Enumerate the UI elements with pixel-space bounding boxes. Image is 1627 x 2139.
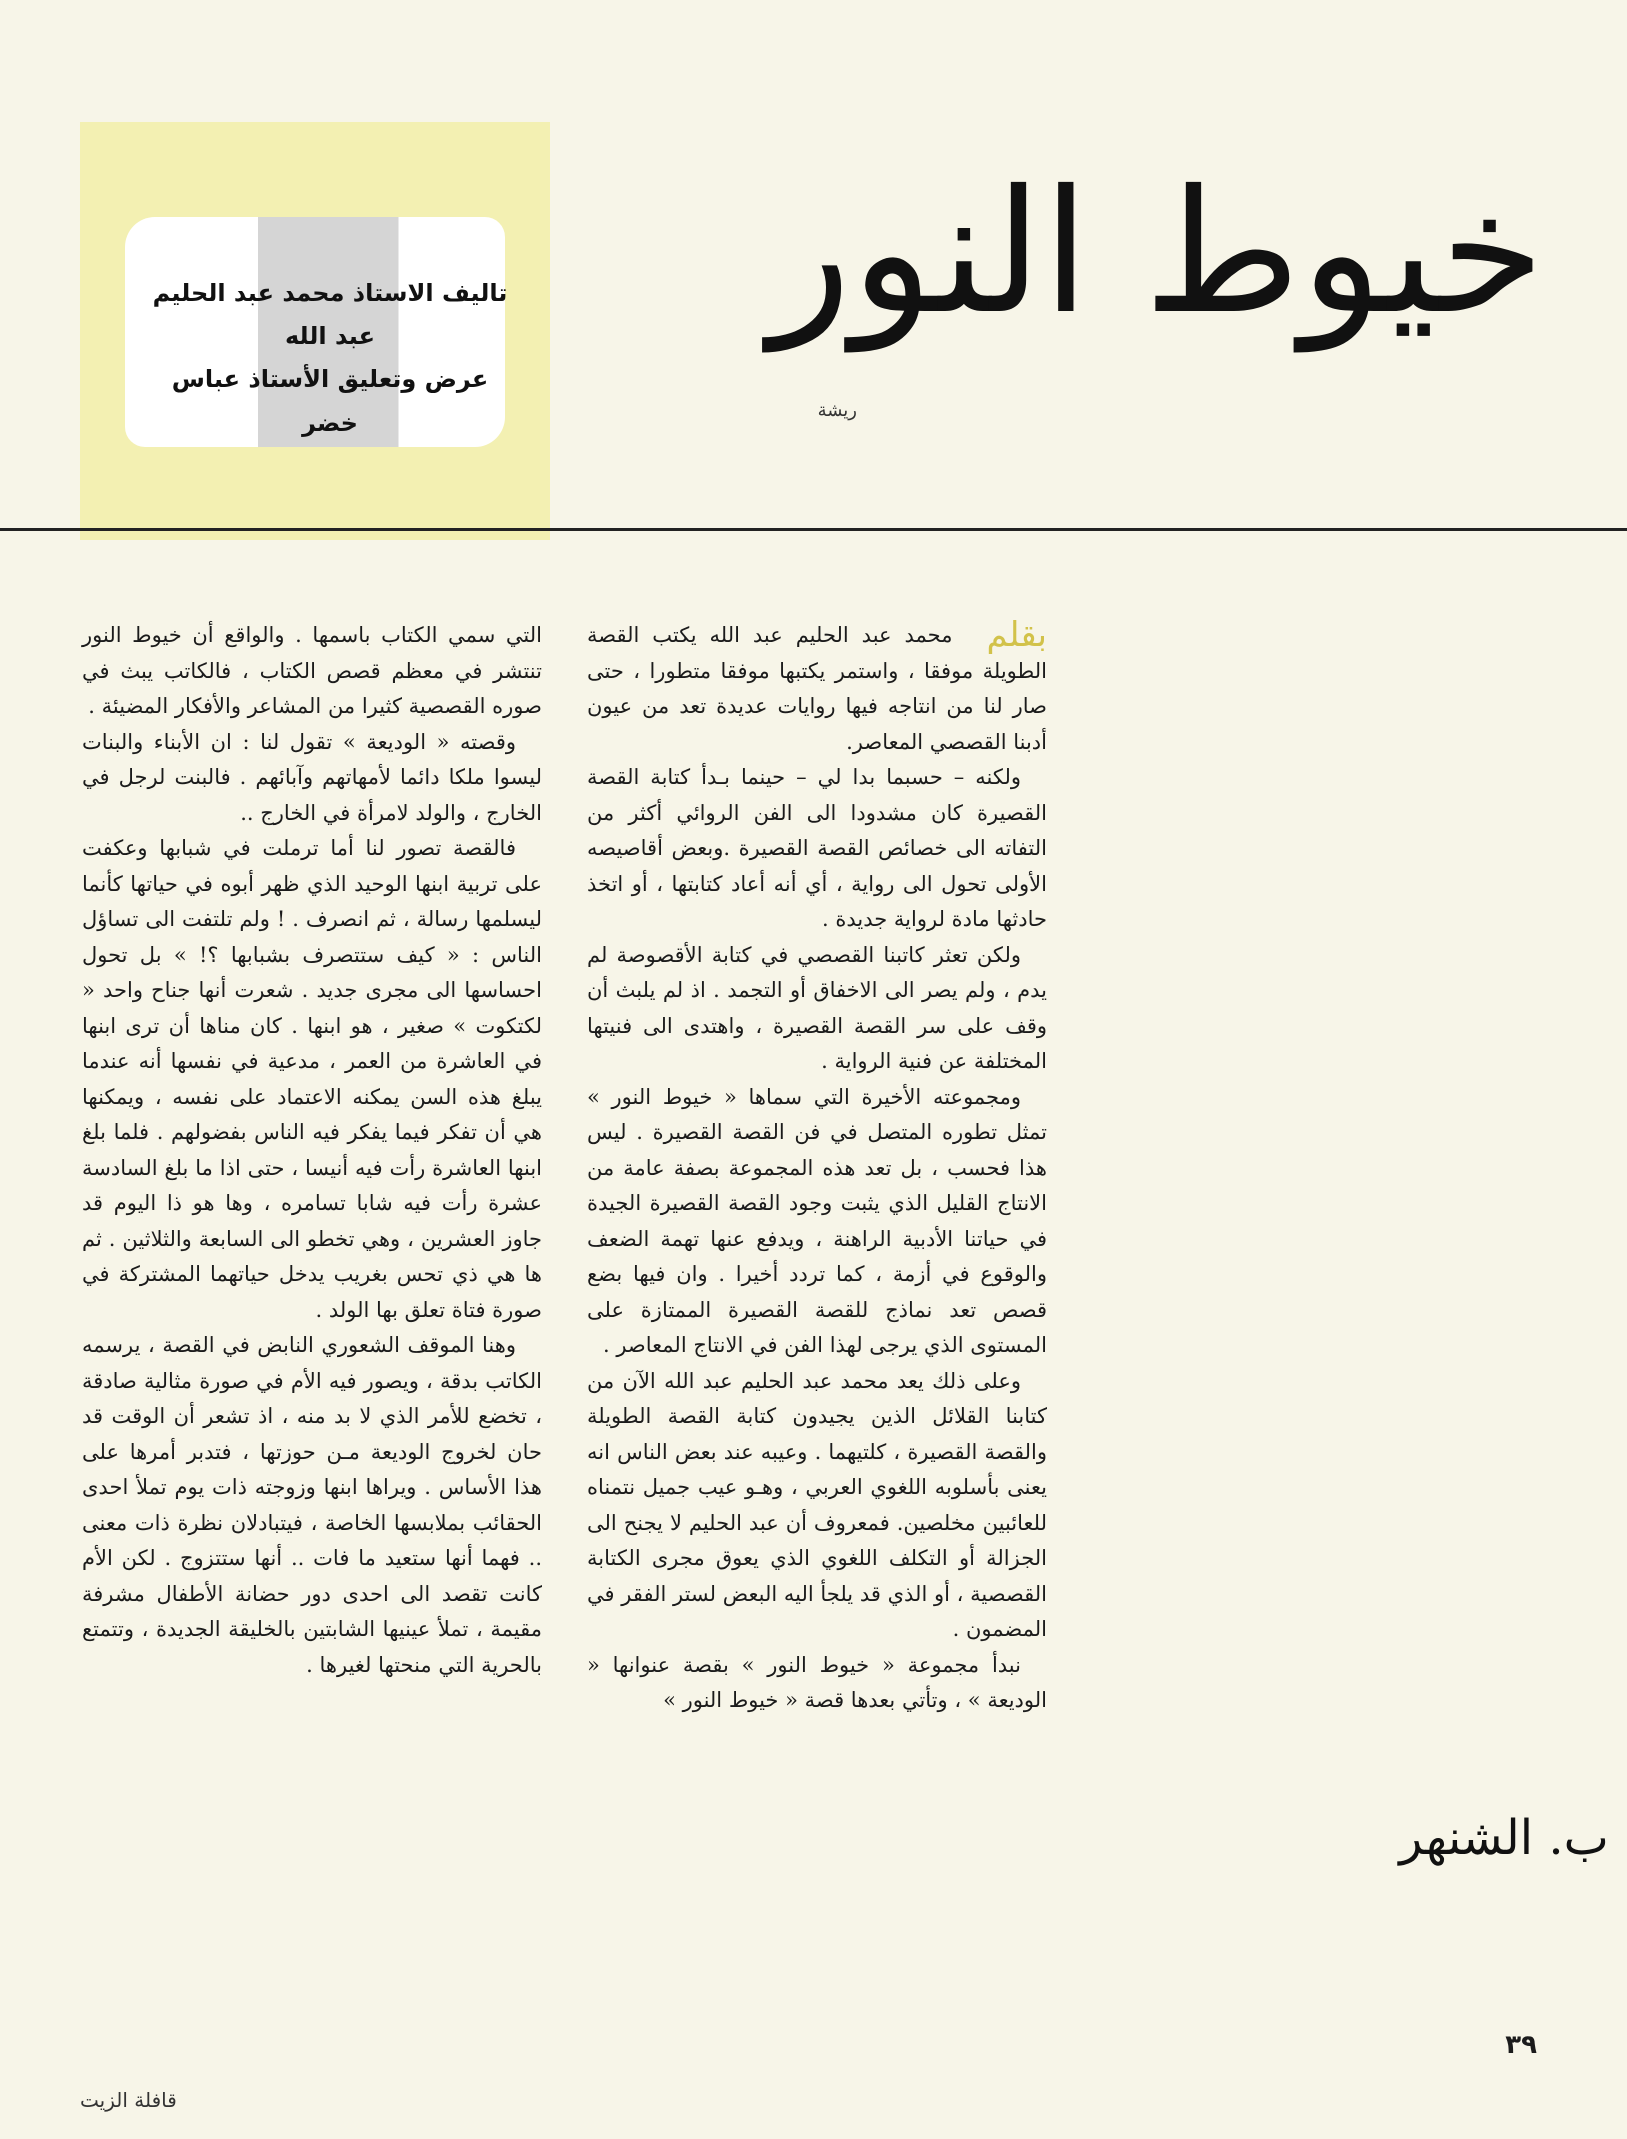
paragraph: ولكن تعثر كاتبنا القصصي في كتابة الأقصوصة لم يدم ، ولم يصر الى الاخفاق أو التجمد . اذ لم يلبث أن وقف على سر القصة القصيرة ، واهتدى الى فنيتها المختلفة عن فنية الرواية . [587, 942, 1047, 1073]
text-column-right [587, 615, 1047, 1719]
paragraph: نبدأ مجموعة « خيوط النور » بقصة عنوانها « الوديعة » ، وتأتي بعدها قصة « خيوط النور » [587, 1652, 1047, 1712]
calligrapher-mark: ريشة [817, 400, 857, 421]
byline-box [80, 122, 550, 540]
paragraph: وقصته « الوديعة » تقول لنا : ان الأبناء والبنات ليسوا ملكا دائما لأمهاتهم وآبائهم . فالبنت لرجل في الخارج ، والولد لامرأة في الخارج .. [82, 729, 542, 825]
paragraph: وعلى ذلك يعد محمد عبد الحليم عبد الله الآن من كتابنا القلائل الذين يجيدون كتابة القصة الطويلة والقصة القصيرة ، كلتيهما . وعيبه عند بعض الناس انه يعنى بأسلوبه اللغوي العربي ، وهـو عيب جميل نتمناه للعائبين مخلصين. فمعروف أن عبد الحليم لا يجنح الى الجزالة أو التكلف اللغوي الذي يعوق مجرى الكتابة القصصية ، أو الذي قد يلجأ اليه البعض لستر الفقر في المضمون . [587, 1368, 1047, 1641]
drop-mark: بقلم [986, 615, 1047, 655]
author-signature: ب. الشنهر [1399, 1810, 1609, 1866]
byline [140, 272, 520, 445]
paragraph: ولكنه – حسبما بدا لي – حينما بـدأ كتابة القصة القصيرة كان مشدودا الى الفن الروائي أكثر من التفاته الى خصائص القصة القصيرة .وبعض أقاصيصه الأولى تحول الى رواية ، أي أنه أعاد كتابتها ، أو اتخذ حادثها مادة لرواية جديدة . [587, 765, 1047, 931]
header-divider [0, 528, 1627, 531]
paragraph: ومجموعته الأخيرة التي سماها « خيوط النور » تمثل تطوره المتصل في فن القصة القصيرة . ليس هذا فحسب ، بل تعد هذه المجموعة بصفة عامة من الانتاج القليل الذي يثبت وجود القصة القصيرة الجيدة في حياتنا الأدبية الراهنة ، ويدفع عنها تهمة الضعف والوقوع في أزمة ، كما تردد أخيرا . وان فيها بضع قصص تعد نماذج للقصة القصيرة الممتازة على المستوى الذي يرجى لهذا الفن في الانتاج المعاصر . [587, 1084, 1047, 1357]
publication-name: قافلة الزيت [80, 2088, 177, 2112]
byline-author: تاليف الاستاذ محمد عبد الحليم عبد الله [152, 279, 508, 351]
paragraph: وهنا الموقف الشعوري النابض في القصة ، يرسمه الكاتب بدقة ، ويصور فيه الأم في صورة مثالية صادقة ، تخضع للأمر الذي لا بد منه ، اذ تشعر أن الوقت قد حان لخروج الوديعة مـن حوزتها ، فتدبر أمرها على هذا الأساس . ويراها ابنها وزوجته ذات يوم تملأ احدى الحقائب بملابسها الخاصة ، فيتبادلان نظرة ذات معنى .. فهما أنها ستعيد ما فات .. أنها ستتزوج . لكن الأم كانت تقصد الى احدى دور حضانة الأطفال مشرفة مقيمة ، تملأ عينيها الشابتين بالخليقة الجديدة ، وتتمتع بالحرية التي منحتها لغيرها . [82, 1333, 542, 1677]
article-title: خيوط النور [769, 154, 1545, 352]
page-number: ٣٩ [1505, 2030, 1537, 2060]
paragraph: التي سمي الكتاب باسمها . والواقع أن خيوط النور تنتشر في معظم قصص الكتاب ، فالكاتب يبث في صوره القصصية كثيرا من المشاعر والأفكار المضيئة . [82, 623, 542, 718]
paragraph: محمد عبد الحليم عبد الله يكتب القصة الطويلة موفقا ، واستمر يكتبها موفقا متطورا ، حتى صار لنا من انتاجه فيها روايات عديدة تعد من عيون أدبنا القصصي المعاصر. [587, 623, 1047, 754]
text-column-left [82, 618, 542, 1683]
byline-reviewer: عرض وتعليق الأستاذ عباس خضر [171, 365, 489, 437]
paragraph: فالقصة تصور لنا أما ترملت في شبابها وعكفت على تربية ابنها الوحيد الذي ظهر أبوه في حياتها كأنما ليسلمها رسالة ، ثم انصرف . ! ولم تلتفت الى تساؤل الناس : « كيف ستتصرف بشبابها ؟! » بل تحول احساسها الى مجرى جديد . شعرت أنها جناح واحد « لكتكوت » صغير ، هو ابنها . كان مناها أن ترى ابنها في العاشرة من العمر ، مدعية في نفسها أنه عندما يبلغ هذه السن يمكنه الاعتماد على نفسه ، ويمكنها هي أن تفكر فيما يفكر فيه الناس بفضولهم . فلما بلغ ابنها العاشرة رأت فيه أنيسا ، حتى اذا ما بلغ السادسة عشرة رأت فيه شابا تسامره ، وها هو ذا اليوم قد جاوز العشرين ، وهي تخطو الى السابعة والثلاثين . ثم ها هي ذي تحس بغريب يدخل حياتهما المشتركة في صورة فتاة تعلق بها الولد . [82, 836, 542, 1322]
